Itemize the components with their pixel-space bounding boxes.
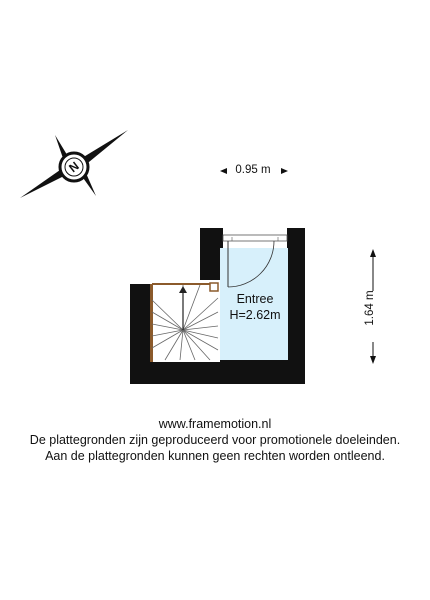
width-dimension-label: 0.95 m bbox=[235, 164, 271, 176]
room-height: H=2.62m bbox=[229, 308, 281, 322]
height-dimension-label: 1.64 m bbox=[364, 290, 376, 326]
compass-rose-icon bbox=[20, 130, 128, 198]
room-name: Entree bbox=[236, 292, 274, 306]
footer-disclaimer-1: De plattegronden zijn geproduceerd voor promotionele doeleinden. bbox=[29, 433, 401, 447]
staircase bbox=[150, 283, 220, 362]
compass-letter: N bbox=[66, 158, 82, 176]
footer-disclaimer-2: Aan de plattegronden kunnen geen rechten worden ontleend. bbox=[45, 449, 385, 463]
footer bbox=[0, 416, 430, 464]
footer-url: www.framemotion.nl bbox=[158, 417, 272, 431]
